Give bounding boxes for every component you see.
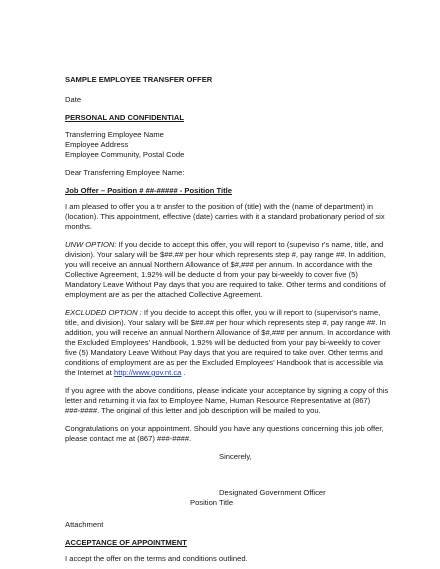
salutation: Dear Transferring Employee Name: xyxy=(65,168,185,177)
unw-option-line: Mandatory Leave Without Pay days that you are required to take. Other terms and conditions of xyxy=(65,280,386,289)
offer-heading: Job Offer – Position # ##-##### - Position Title xyxy=(65,186,232,195)
gov-website-link[interactable]: http://www.gov.nt.ca xyxy=(113,368,182,377)
address-line: Employee Address xyxy=(65,140,129,149)
confidential-heading: PERSONAL AND CONFIDENTIAL xyxy=(65,113,184,122)
excluded-option-line: the Internet at http://www.gov.nt.ca . xyxy=(65,368,186,377)
congratulations-line: please contact me at (867) ###-####. xyxy=(65,434,192,443)
intro-line: (location). This appointment, effective (date) carries with it a standard probationary period of six xyxy=(65,212,385,221)
address-line: Employee Community, Postal Code xyxy=(65,150,185,159)
acceptance-instructions-line: letter and returning it via fax to Employee Name, Human Resource Representative at (867) xyxy=(65,396,371,405)
excluded-option-label: EXCLUDED OPTION : xyxy=(65,308,142,317)
intro-line: months. xyxy=(65,222,93,231)
excluded-option-line: conditions of employment are as per the Excluded Employees' Handbook that is accessible via xyxy=(65,358,384,367)
unw-option-line: division). Your salary will be $##.## per hour which represents step #, pay range ##. In addition, xyxy=(65,250,386,259)
closing-sincerely: Sincerely, xyxy=(219,452,252,461)
address-line: Transferring Employee Name xyxy=(65,130,164,139)
acceptance-instructions-line: ###-####. The original of this letter and job description will be mailed to you. xyxy=(65,406,321,415)
excluded-option-line: five (5) Mandatory Leave Without Pay days that you are required to take over. Other terms and xyxy=(65,348,383,357)
congratulations-line: Congratulations on your appointment. Should you have any questions concerning this job offer, xyxy=(65,424,384,433)
unw-option-line: Collective Agreement, 1.92% will be deducte d from your pay bi-weekly to cover five (5) xyxy=(65,270,358,279)
intro-line: I am pleased to offer you a tr ansfer to the position of (title) with the (name of department) in xyxy=(65,202,373,211)
excluded-option-line: EXCLUDED OPTION : If you decide to accept this offer, you w ill report to (supervisor's name, xyxy=(65,308,381,317)
unw-option-line: UNW OPTION: If you decide to accept this offer, you will report to (supeviso r's name, title, and xyxy=(65,240,384,249)
acceptance-statement: I accept the offer on the terms and conditions outlined. xyxy=(65,554,248,563)
excluded-option-line: the Excluded Employees' Handbook, 1.92% will be deducted from your pay bi-weekly to cover xyxy=(65,338,381,347)
signer-title: Designated Government Officer xyxy=(219,488,326,497)
acceptance-heading: ACCEPTANCE OF APPOINTMENT xyxy=(65,538,187,547)
acceptance-instructions-line: If you agree with the above conditions, please indicate your acceptance by signing a copy of this xyxy=(65,386,389,395)
excluded-option-line: title, and division). Your salary will be $##.## per hour which represents step #, pay range ##. In xyxy=(65,318,386,327)
excluded-option-line: addition, you will receive an annual Northern Allowance of $#,### per annum. In accordance with xyxy=(65,328,391,337)
attachment-label: Attachment xyxy=(65,520,104,529)
signer-position: Position Title xyxy=(190,498,234,507)
date-line: Date xyxy=(65,95,82,104)
unw-option-label: UNW OPTION: xyxy=(65,240,117,249)
document-title: SAMPLE EMPLOYEE TRANSFER OFFER xyxy=(65,75,213,84)
unw-option-line: you will receive an annual Northern Allowance of $#,### per annum. In accordance with the xyxy=(65,260,373,269)
unw-option-line: employment are as per the attached Collective Agreement. xyxy=(65,290,263,299)
